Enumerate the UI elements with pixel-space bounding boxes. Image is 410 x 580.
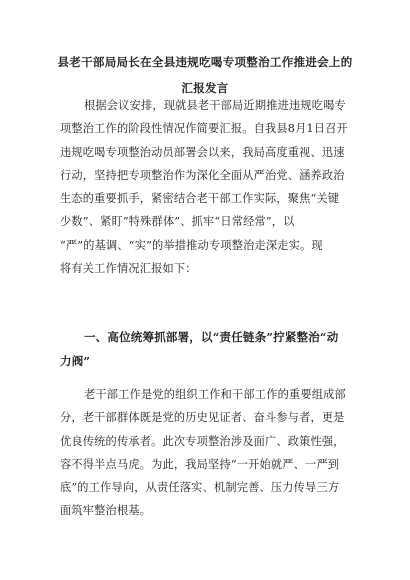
paragraph-line: 分，老干部群体既是党的历史见证者、奋斗参与者，更是 [60, 411, 345, 425]
paragraph-line: 生态的重要抓手，紧密结合老干部工作实际，聚焦“关键 [60, 192, 340, 206]
paragraph-line: 行动，坚持把专项整治作为深化全面从严治党、涵养政治 [60, 168, 345, 182]
intro-paragraph [60, 94, 355, 280]
heading-line: 力阀” [60, 354, 91, 368]
paragraph-line: 违规吃喝专项整治动员部署会以来，我局高度重视、迅速 [60, 145, 345, 159]
paragraph-line: 面筑牢整治根基。 [60, 504, 152, 518]
document-title-line-1: 县老干部局局长在全县违规吃喝专项整治工作推进会上的 [57, 55, 353, 69]
paragraph-line: 老干部工作是党的组织工作和干部工作的重要组成部 [84, 388, 346, 401]
paragraph-line: 优良传统的传承者。此次专项整治涉及面广、政策性强， [60, 434, 345, 448]
paragraph-line: 根据会议安排，现就县老干部局近期推进违规吃喝专 [84, 99, 346, 112]
document-title-line-2: 汇报发言 [181, 81, 229, 95]
paragraph-line: “严”的基调、“实”的举措推动专项整治走深走实。现 [60, 238, 323, 252]
paragraph-line: 底”的工作导向，从责任落实、机制完善、压力传导三方 [60, 481, 340, 495]
paragraph-line: 项整治工作的阶段性情况作简要汇报。自我县8月1日召开 [60, 122, 348, 136]
section-1-heading [60, 325, 355, 373]
paragraph-line: 将有关工作情况汇报如下： [60, 262, 197, 276]
heading-line: 一、高位统筹抓部署，以“责任链条”拧紧整治“动 [84, 330, 339, 344]
paragraph-line: 容不得半点马虎。为此，我局坚持“一开始就严、一严到 [60, 457, 340, 471]
section-1-paragraph [60, 383, 355, 523]
paragraph-line: 少数”、紧盯“特殊群体”、抓牢“日常经常”，以 [60, 215, 295, 229]
